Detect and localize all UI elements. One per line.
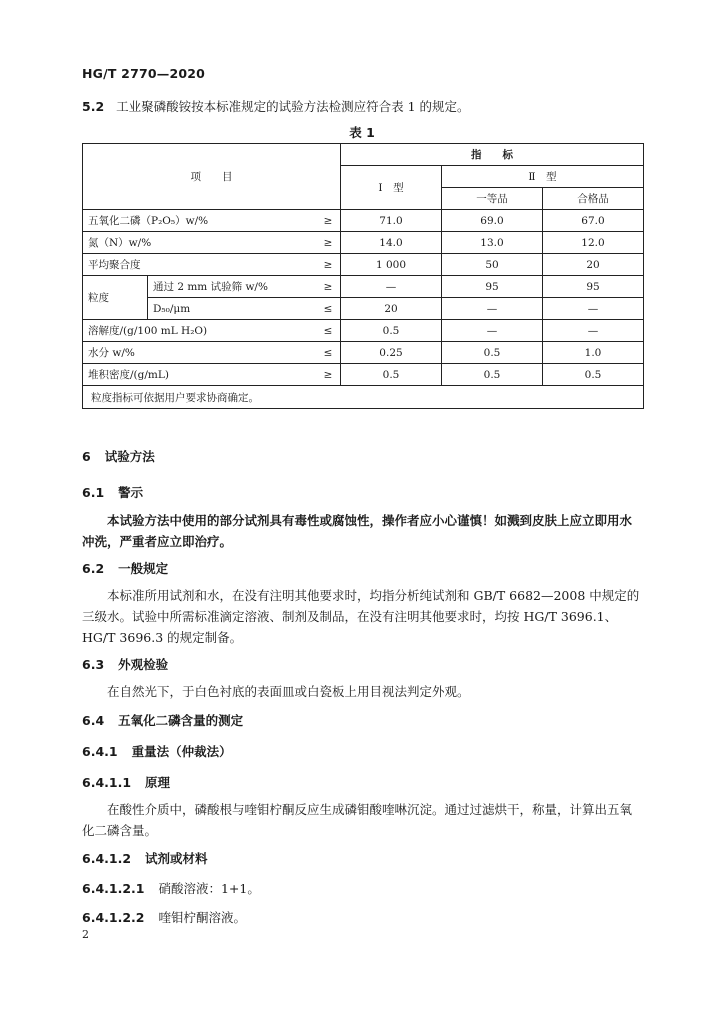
section-text: 喹钼柠酮溶液。 — [158, 910, 246, 925]
section-title: 试验方法 — [104, 449, 155, 464]
row-symbol: ≤ — [316, 320, 341, 342]
section-number: 5.2 — [82, 99, 105, 114]
row-type2-qualified: 95 — [543, 276, 644, 298]
table-row — [83, 254, 644, 276]
row-label: 溶解度/(g/100 mL H₂O) — [83, 320, 317, 342]
section-6-4-1-2-2 — [82, 908, 246, 926]
section-number: 6.4 — [82, 713, 105, 728]
row-type2-first: 69.0 — [442, 210, 543, 232]
row-symbol: ≤ — [316, 298, 341, 320]
section-title: 试剂或材料 — [145, 851, 208, 866]
row-symbol: ≥ — [316, 210, 341, 232]
row-symbol: ≥ — [316, 276, 341, 298]
section-title: 一般规定 — [118, 561, 169, 576]
section-number: 6 — [82, 449, 91, 464]
row-type1: 20 — [341, 298, 442, 320]
page-number: 2 — [82, 928, 89, 941]
section-text: 工业聚磷酸铵按本标准规定的试验方法检测应符合表 1 的规定。 — [116, 99, 470, 114]
row-type2-qualified: — — [543, 298, 644, 320]
section-6-4-1-2-1 — [82, 879, 260, 897]
row-type1: 71.0 — [341, 210, 442, 232]
section-title: 警示 — [118, 485, 144, 500]
col-header-qualified: 合格品 — [543, 188, 644, 210]
row-label: 五氧化二磷（P₂O₅）w/% — [83, 210, 317, 232]
row-type2-qualified: 20 — [543, 254, 644, 276]
row-label: 水分 w/% — [83, 342, 317, 364]
warning-paragraph: 本试验方法中使用的部分试剂具有毒性或腐蚀性，操作者应小心谨慎！如溅到皮肤上应立即用水冲洗，严重者应立即治疗。 — [82, 513, 633, 549]
section-title: 重量法（仲裁法） — [131, 744, 232, 759]
section-number: 6.4.1 — [82, 744, 118, 759]
row-label: D₅₀/μm — [148, 298, 317, 320]
section-number: 6.4.1.2 — [82, 851, 132, 866]
table-note: 粒度指标可依据用户要求协商确定。 — [83, 386, 644, 409]
row-type1: 14.0 — [341, 232, 442, 254]
row-label: 通过 2 mm 试验筛 w/% — [148, 276, 317, 298]
section-6-4-heading — [82, 711, 243, 729]
table-row — [83, 364, 644, 386]
section-6-heading — [82, 447, 155, 465]
section-6-2-heading — [82, 559, 168, 577]
row-type1: 0.5 — [341, 364, 442, 386]
col-header-item: 项 目 — [83, 144, 341, 210]
row-type2-first: 0.5 — [442, 364, 543, 386]
row-label: 堆积密度/(g/mL) — [83, 364, 317, 386]
section-title: 原理 — [145, 775, 171, 790]
section-6-4-1-2-heading — [82, 849, 208, 867]
row-symbol: ≥ — [316, 254, 341, 276]
appearance-paragraph: 在自然光下，于白色衬底的表面皿或白瓷板上用目视法判定外观。 — [107, 684, 470, 699]
col-header-type2: Ⅱ 型 — [442, 166, 644, 188]
row-type2-qualified: 0.5 — [543, 364, 644, 386]
general-provisions-paragraph: 本标准所用试剂和水，在没有注明其他要求时，均指分析纯试剂和 GB/T 6682—2008 中规定的三级水。试验中所需标准滴定溶液、制剂及制品，在没有注明其他要求时，均按 HG/T 3696.1、HG/T 3696.3 的规定制备。 — [82, 588, 640, 645]
row-type2-qualified: 67.0 — [543, 210, 644, 232]
row-type2-qualified: — — [543, 320, 644, 342]
row-symbol: ≤ — [316, 342, 341, 364]
section-6-4-1-heading — [82, 742, 232, 760]
row-group-label: 粒度 — [83, 276, 148, 320]
row-symbol: ≥ — [316, 232, 341, 254]
row-type2-first: 95 — [442, 276, 543, 298]
row-type2-first: — — [442, 298, 543, 320]
table-row — [83, 276, 644, 298]
row-type1: 1 000 — [341, 254, 442, 276]
table-row — [83, 232, 644, 254]
section-number: 6.4.1.2.2 — [82, 910, 145, 925]
row-type2-first: 50 — [442, 254, 543, 276]
row-type1: 0.25 — [341, 342, 442, 364]
principle-paragraph: 在酸性介质中，磷酸根与喹钼柠酮反应生成磷钼酸喹啉沉淀。通过过滤烘干，称量，计算出五氧化二磷含量。 — [82, 802, 633, 838]
section-6-1-heading — [82, 483, 143, 501]
row-type2-qualified: 12.0 — [543, 232, 644, 254]
row-type2-first: 13.0 — [442, 232, 543, 254]
section-title: 五氧化二磷含量的测定 — [118, 713, 244, 728]
section-text: 硝酸溶液：1+1。 — [158, 881, 260, 896]
col-header-type1: Ⅰ 型 — [341, 166, 442, 210]
table-row — [83, 210, 644, 232]
section-number: 6.3 — [82, 657, 105, 672]
table-row — [83, 298, 644, 320]
section-6-3-heading — [82, 655, 168, 673]
spec-table — [82, 143, 644, 409]
row-type1: — — [341, 276, 442, 298]
row-label: 平均聚合度 — [83, 254, 317, 276]
col-header-first-grade: 一等品 — [442, 188, 543, 210]
section-number: 6.4.1.1 — [82, 775, 132, 790]
section-5-2 — [82, 96, 644, 117]
standard-code: HG/T 2770—2020 — [82, 66, 206, 81]
row-symbol: ≥ — [316, 364, 341, 386]
col-header-index: 指 标 — [341, 144, 644, 166]
row-type2-qualified: 1.0 — [543, 342, 644, 364]
section-number: 6.1 — [82, 485, 105, 500]
table-row — [83, 342, 644, 364]
section-title: 外观检验 — [118, 657, 169, 672]
section-number: 6.2 — [82, 561, 105, 576]
section-number: 6.4.1.2.1 — [82, 881, 145, 896]
table-title: 表 1 — [349, 125, 375, 140]
row-label: 氮（N）w/% — [83, 232, 317, 254]
row-type2-first: — — [442, 320, 543, 342]
row-type1: 0.5 — [341, 320, 442, 342]
row-type2-first: 0.5 — [442, 342, 543, 364]
table-row — [83, 320, 644, 342]
section-6-4-1-1-heading — [82, 773, 170, 791]
